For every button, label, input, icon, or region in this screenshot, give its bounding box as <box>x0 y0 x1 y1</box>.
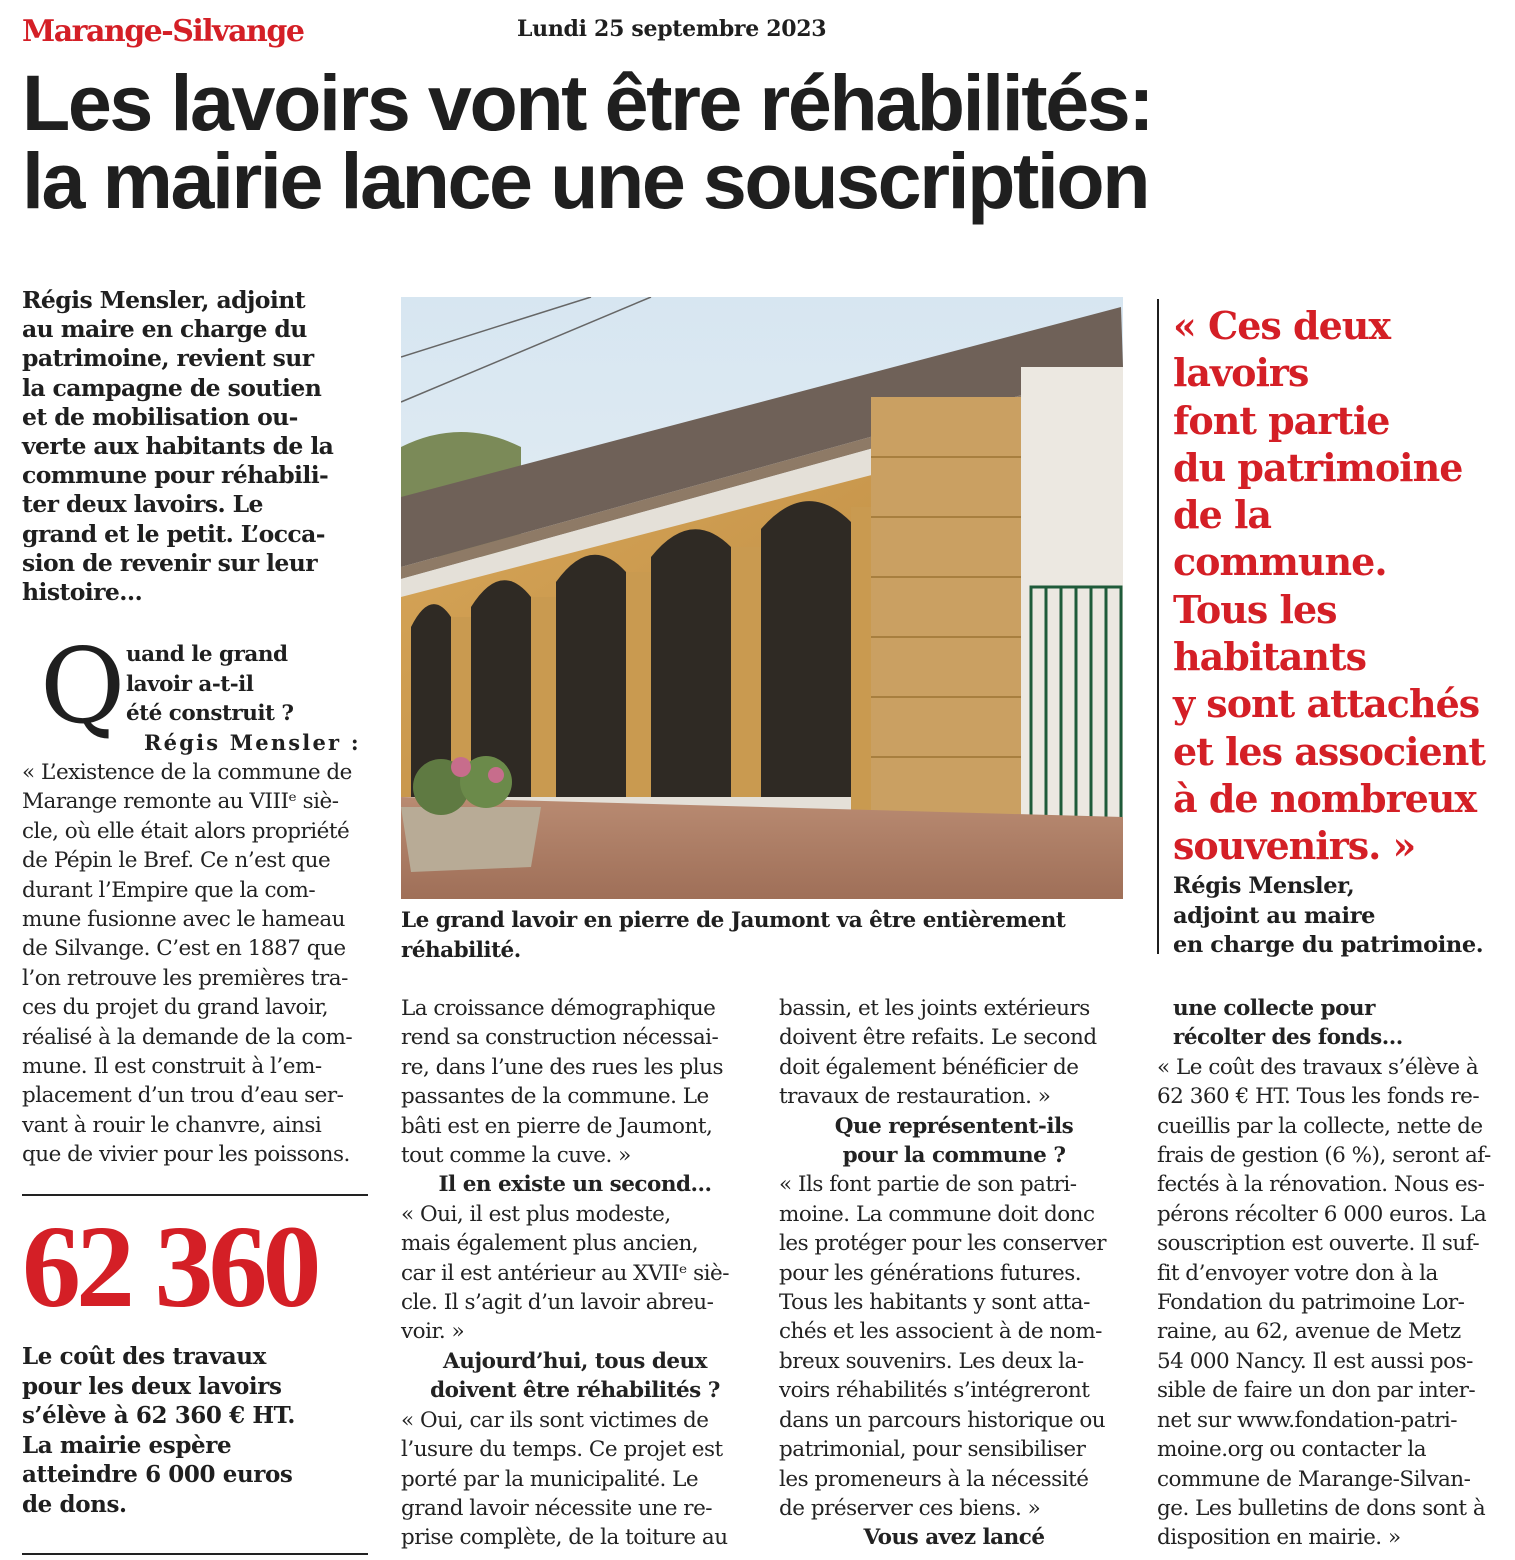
pullquote-line: font partie <box>1173 397 1390 443</box>
pullquote-rule <box>1157 299 1159 954</box>
body-line: disposition en mairie. » <box>1157 1525 1401 1551</box>
pullquote-line: à de nombreux <box>1173 775 1477 821</box>
body-line: cle, où elle était alors propriété <box>22 818 350 844</box>
body-column-2 <box>401 994 749 1553</box>
body-line: prise complète, de la toiture au <box>401 1525 728 1551</box>
publication-date: Lundi 25 septembre 2023 <box>517 16 827 42</box>
body-line: La croissance démographique <box>401 996 716 1021</box>
pullquote-line: commune. <box>1173 539 1387 585</box>
body-line: chés et les associent à de nom- <box>779 1319 1102 1345</box>
pullquote-line: lavoirs <box>1173 350 1309 396</box>
question-heading: Aujourd’hui, tous deux <box>443 1348 707 1374</box>
body-line: « L’existence de la commune de <box>22 760 352 785</box>
question-heading: une collecte pour <box>1173 996 1375 1021</box>
key-figure-caption <box>22 1342 295 1519</box>
caption-line: Le grand lavoir en pierre de Jaumont va être entièrement <box>401 908 1066 933</box>
body-line: net sur www.fondation-patri- <box>1157 1407 1458 1433</box>
body-line: 62 360 € HT. Tous les fonds re- <box>1157 1084 1480 1110</box>
lead-line: verte aux habitants de la <box>22 432 334 461</box>
body-line: cueillis par la collecte, nette de <box>1157 1113 1483 1139</box>
body-line: que de vivier pour les poissons. <box>22 1142 350 1168</box>
body-line: pour les générations futures. <box>779 1260 1082 1286</box>
headline-line: la mairie lance une souscription <box>22 136 1149 225</box>
body-line: bassin, et les joints extérieurs <box>779 996 1090 1021</box>
body-line: ces du projet du grand lavoir, <box>22 995 329 1021</box>
body-line: doit également bénéficier de <box>779 1054 1079 1080</box>
section-divider <box>22 1553 368 1555</box>
question-heading: pour la commune ? <box>842 1143 1066 1169</box>
body-line: mune fusionne avec le hameau <box>22 907 345 933</box>
lead-line: ter deux lavoirs. Le <box>22 490 263 519</box>
pullquote-line: souvenirs. » <box>1173 823 1416 869</box>
body-line: passantes de la commune. Le <box>401 1084 709 1110</box>
pullquote-line: du patrimoine <box>1173 444 1463 490</box>
pullquote-line: habitants <box>1173 634 1367 680</box>
signature-line: en charge du patrimoine. <box>1173 932 1484 958</box>
body-line: fectés à la rénovation. Nous es- <box>1157 1172 1485 1198</box>
key-figure-line: pour les deux lavoirs <box>22 1372 282 1400</box>
lead-line: patrimoine, revient sur <box>22 344 314 373</box>
body-line: re, dans l’une des rues les plus <box>401 1054 723 1080</box>
body-line: fit d’envoyer votre don à la <box>1157 1260 1438 1286</box>
key-figure-line: de dons. <box>22 1490 127 1518</box>
body-line: l’on retrouve les premières tra- <box>22 965 348 991</box>
headline-line: Les lavoirs vont être réhabilités: <box>22 58 1153 147</box>
body-line: « Le coût des travaux s’élève à <box>1157 1054 1479 1080</box>
body-line: mais également plus ancien, <box>401 1231 699 1257</box>
section-divider <box>22 1194 368 1196</box>
body-line: 54 000 Nancy. Il est aussi pos- <box>1157 1348 1473 1374</box>
lead-line: au maire en charge du <box>22 315 307 344</box>
lavoir-photo <box>401 297 1123 899</box>
body-line: pérons récolter 6 000 euros. La <box>1157 1201 1487 1227</box>
body-line: de Pépin le Bref. Ce n’est que <box>22 848 331 874</box>
body-line: tout comme la cuve. » <box>401 1143 631 1169</box>
page-title <box>22 58 1502 225</box>
speaker-name: Régis Mensler : <box>144 730 361 755</box>
body-line: sible de faire un don par inter- <box>1157 1378 1476 1404</box>
body-line: souscription est ouverte. Il suf- <box>1157 1231 1480 1257</box>
pullquote <box>1173 302 1485 870</box>
key-figure-line: La mairie espère <box>22 1431 232 1459</box>
lead-line: commune pour réhabili- <box>22 461 329 490</box>
body-line: bâti est en pierre de Jaumont, <box>401 1113 713 1139</box>
body-line: mune. Il est construit à l’em- <box>22 1054 322 1080</box>
body-line: Tous les habitants y sont atta- <box>779 1290 1090 1316</box>
body-line: patrimonial, pour sensibiliser <box>779 1437 1086 1463</box>
lead-line: la campagne de soutien <box>22 373 322 402</box>
question-line: lavoir a-t-il <box>126 671 254 697</box>
body-line: « Ils font partie de son patri- <box>779 1172 1077 1198</box>
question-heading: Que représentent-ils <box>834 1113 1074 1139</box>
body-line: de Silvange. C’est en 1887 que <box>22 936 346 962</box>
body-line: dans un parcours historique ou <box>779 1407 1106 1433</box>
pullquote-line: y sont attachés <box>1173 681 1480 727</box>
caption-line: réhabilité. <box>401 937 521 963</box>
body-column-4 <box>1157 994 1505 1553</box>
lead-line: sion de revenir sur leur <box>22 548 318 577</box>
body-line: frais de gestion (6 %), seront af- <box>1157 1143 1491 1169</box>
lavoir-illustration <box>401 297 1123 899</box>
lead-line: Régis Mensler, adjoint <box>22 286 305 314</box>
body-line: les protéger pour les conserver <box>779 1231 1107 1257</box>
photo-caption <box>401 906 1123 965</box>
body-line: voirs réhabilités s’intégreront <box>779 1378 1090 1404</box>
first-question <box>22 625 374 758</box>
body-line: les promeneurs à la nécessité <box>779 1466 1089 1492</box>
question-heading: doivent être réhabilités ? <box>430 1378 720 1404</box>
key-figure-line: atteindre 6 000 euros <box>22 1461 293 1488</box>
body-line: doivent être refaits. Le second <box>779 1025 1097 1051</box>
body-line: travaux de restauration. » <box>779 1084 1051 1110</box>
body-line: réalisé à la demande de la com- <box>22 1024 353 1050</box>
body-line: commune de Marange-Silvan- <box>1157 1466 1471 1492</box>
lead-line: et de mobilisation ou- <box>22 402 298 431</box>
lead-paragraph <box>22 286 374 607</box>
drop-cap: Q <box>40 625 126 747</box>
body-line: « Oui, car ils sont victimes de <box>401 1407 709 1433</box>
pullquote-line: Tous les <box>1173 586 1337 632</box>
pullquote-line: « Ces deux <box>1173 303 1391 348</box>
lead-line: histoire… <box>22 578 143 607</box>
question-heading: Vous avez lancé <box>863 1525 1045 1551</box>
question-line: été construit ? <box>126 701 294 726</box>
body-line: breux souvenirs. Les deux la- <box>779 1348 1084 1374</box>
key-figure-line: s’élève à 62 360 € HT. <box>22 1402 296 1429</box>
body-line: car il est antérieur au XVIIᵉ siè- <box>401 1260 730 1286</box>
section-rubric: Marange-Silvange <box>22 14 304 49</box>
body-column-1 <box>22 758 374 1170</box>
lead-line: grand et le petit. L’occa- <box>22 519 325 548</box>
body-line: Marange remonte au VIIIᵉ siè- <box>22 789 339 815</box>
body-line: Fondation du patrimoine Lor- <box>1157 1290 1465 1316</box>
question-heading: récolter des fonds… <box>1173 1025 1403 1051</box>
body-line: « Oui, il est plus modeste, <box>401 1201 671 1227</box>
key-figure: 62 360 <box>22 1201 317 1332</box>
body-line: de préserver ces biens. » <box>779 1495 1041 1521</box>
body-line: vant à rouir le chanvre, ainsi <box>22 1112 322 1138</box>
body-line: moine.org ou contacter la <box>1157 1437 1427 1463</box>
signature-line: adjoint au maire <box>1173 902 1376 929</box>
pullquote-signature <box>1173 872 1483 961</box>
body-line: cle. Il s’agit d’un lavoir abreu- <box>401 1290 714 1316</box>
body-line: porté par la municipalité. Le <box>401 1466 699 1492</box>
body-line: rend sa construction nécessai- <box>401 1025 719 1051</box>
body-line: l’usure du temps. Ce projet est <box>401 1437 723 1463</box>
body-line: moine. La commune doit donc <box>779 1201 1095 1227</box>
question-line: uand le grand <box>126 642 288 667</box>
pullquote-line: et les associent <box>1173 728 1485 774</box>
body-line: grand lavoir nécessite une re- <box>401 1495 713 1521</box>
question-text <box>126 640 294 729</box>
pullquote-line: de la <box>1173 492 1272 538</box>
key-figure-line: Le coût des travaux <box>22 1343 266 1370</box>
question-heading: Il en existe un second… <box>438 1172 712 1198</box>
body-line: ge. Les bulletins de dons sont à <box>1157 1495 1486 1521</box>
body-column-3 <box>779 994 1129 1553</box>
body-line: durant l’Empire que la com- <box>22 877 316 903</box>
body-line: voir. » <box>401 1319 465 1345</box>
signature-line: Régis Mensler, <box>1173 873 1355 899</box>
body-line: placement d’un trou d’eau ser- <box>22 1083 344 1109</box>
body-line: raine, au 62, avenue de Metz <box>1157 1319 1461 1345</box>
